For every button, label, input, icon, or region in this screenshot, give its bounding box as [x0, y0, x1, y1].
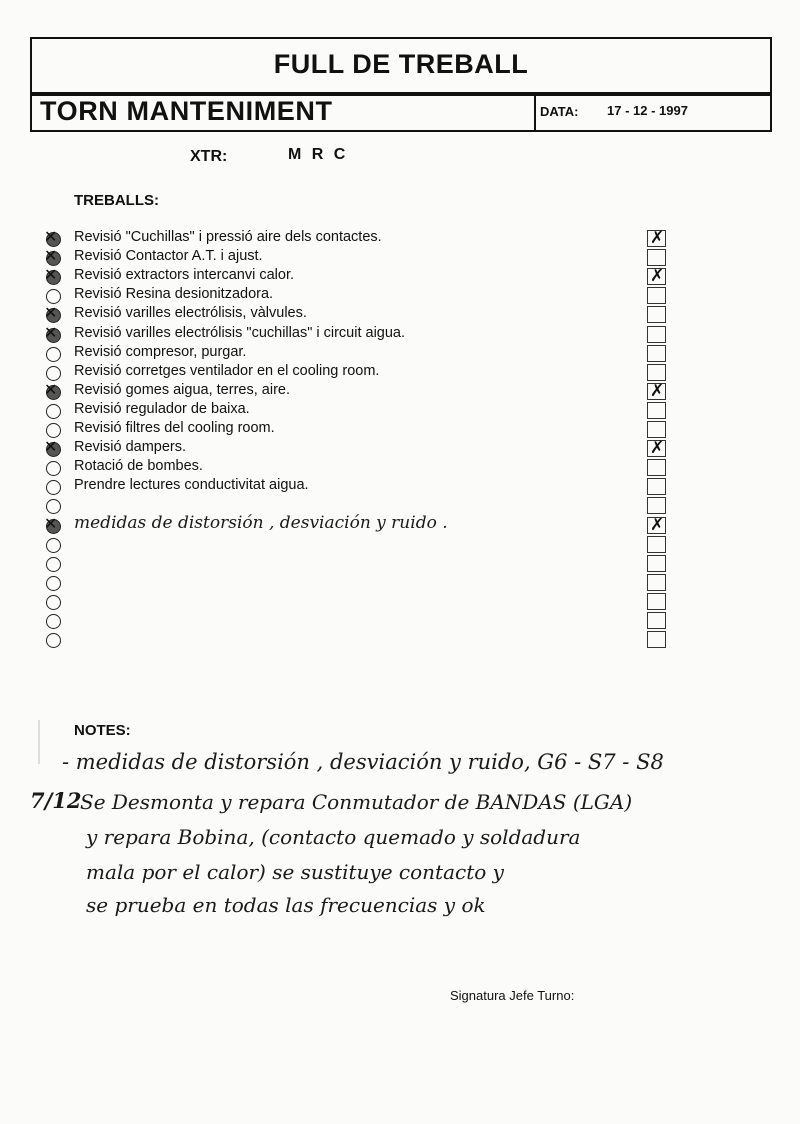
- task-label: Revisió filtres del cooling room.: [74, 420, 275, 436]
- task-bullet: [46, 614, 61, 629]
- task-checkbox[interactable]: [647, 536, 666, 553]
- task-label: Revisió extractors intercanvi calor.: [74, 267, 294, 284]
- bullet-cross-mark: ✕: [44, 322, 58, 342]
- date-divider: [534, 94, 536, 130]
- date-label: DATA:: [540, 104, 579, 119]
- task-label: Revisió corretges ventilador en el cooling room.: [74, 362, 380, 379]
- notes-margin-date: 7/12: [30, 788, 82, 813]
- task-label: medidas de distorsión , desviación y ruido .: [74, 512, 448, 533]
- task-bullet: [44, 322, 61, 343]
- task-label: Revisió Resina desionitzadora.: [74, 286, 274, 303]
- task-checkbox[interactable]: [647, 440, 666, 457]
- task-checkbox[interactable]: [647, 402, 666, 419]
- shift-box: [30, 92, 772, 132]
- task-bullet: [44, 227, 61, 247]
- task-bullet: [46, 499, 61, 514]
- task-checkbox[interactable]: [647, 345, 666, 362]
- task-bullet: [46, 538, 61, 553]
- title-box: [30, 37, 772, 96]
- task-bullet: [46, 366, 61, 381]
- task-label: Prendre lectures conductivitat aigua.: [74, 477, 309, 494]
- task-checkbox[interactable]: [647, 478, 666, 495]
- task-label: Revisió regulador de baixa.: [74, 400, 250, 417]
- notes-line-2: Se Desmonta y repara Conmutador de BANDAS (LGA): [80, 790, 633, 814]
- notes-heading: NOTES:: [74, 722, 131, 739]
- task-checkbox[interactable]: [647, 421, 666, 438]
- task-bullet: [46, 461, 61, 476]
- check-mark-icon: ✗: [650, 514, 665, 535]
- task-label: Revisió compresor, purgar.: [74, 343, 247, 360]
- task-label: Revisió dampers.: [74, 439, 187, 456]
- task-checkbox[interactable]: [647, 593, 666, 610]
- task-bullet: [44, 265, 61, 285]
- task-bullet: [46, 423, 61, 438]
- task-checkbox[interactable]: [647, 612, 666, 629]
- task-bullet: [46, 404, 61, 419]
- bullet-cross-mark: ✕: [44, 303, 58, 323]
- task-label: Rotació de bombes.: [74, 458, 203, 475]
- task-checkbox[interactable]: [647, 555, 666, 572]
- notes-line-4: mala por el calor) se sustituye contacto y: [86, 860, 504, 884]
- xtr-value: M R C: [288, 146, 349, 163]
- check-mark-icon: ✗: [650, 266, 665, 287]
- notes-margin-line: [38, 720, 40, 764]
- xtr-label: XTR:: [190, 148, 228, 165]
- task-bullet: [44, 379, 61, 400]
- notes-line-3: y repara Bobina, (contacto quemado y soldadura: [86, 825, 581, 849]
- task-bullet: [46, 595, 61, 610]
- task-checkbox[interactable]: [647, 497, 666, 514]
- treballs-heading: TREBALLS:: [74, 192, 159, 209]
- task-bullet: [46, 576, 61, 591]
- signature-label: Signatura Jefe Turno:: [450, 988, 575, 1003]
- notes-line-1: - medidas de distorsión , desviación y ruido, G6 - S7 - S8: [62, 750, 664, 774]
- shift-title: TORN MANTENIMENT: [40, 96, 333, 126]
- task-bullet: [46, 347, 61, 362]
- task-checkbox[interactable]: [647, 574, 666, 591]
- task-checkbox[interactable]: [647, 326, 666, 343]
- task-checkbox[interactable]: [647, 459, 666, 476]
- task-bullet: [46, 289, 61, 304]
- task-label: Revisió gomes aigua, terres, aire.: [74, 381, 290, 398]
- check-mark-icon: ✗: [650, 380, 665, 401]
- task-label: Revisió Contactor A.T. i ajust.: [74, 248, 263, 265]
- bullet-cross-mark: ✕: [44, 379, 58, 399]
- task-bullet: [46, 480, 61, 495]
- bullet-cross-mark: ✕: [44, 513, 58, 533]
- task-bullet: [44, 303, 61, 323]
- task-checkbox[interactable]: [647, 249, 666, 266]
- bullet-cross-mark: ✕: [44, 437, 58, 457]
- check-mark-icon: ✗: [650, 438, 665, 459]
- bullet-cross-mark: ✕: [44, 246, 58, 266]
- task-bullet: [44, 437, 61, 457]
- notes-line-5: se prueba en todas las frecuencias y ok: [86, 893, 486, 917]
- task-label: Revisió varilles electrólisis "cuchillas" i circuit aigua.: [74, 324, 406, 341]
- check-mark-icon: ✗: [650, 228, 665, 248]
- task-checkbox[interactable]: [647, 514, 666, 535]
- task-checkbox[interactable]: [647, 631, 666, 648]
- task-checkbox[interactable]: [647, 380, 666, 401]
- task-bullet: [44, 246, 61, 266]
- task-checkbox[interactable]: [647, 230, 666, 247]
- bullet-cross-mark: ✕: [44, 227, 58, 246]
- task-bullet: [46, 557, 61, 572]
- task-label: Revisió "Cuchillas" i pressió aire dels contactes.: [74, 229, 382, 245]
- task-checkbox[interactable]: [647, 268, 666, 285]
- task-bullet: [46, 633, 61, 648]
- task-checkbox[interactable]: [647, 364, 666, 381]
- date-value: 17 - 12 - 1997: [607, 103, 688, 118]
- task-checkbox[interactable]: [647, 287, 666, 304]
- form-title: FULL DE TREBALL: [273, 49, 529, 79]
- task-checkbox[interactable]: [647, 306, 666, 323]
- bullet-cross-mark: ✕: [44, 265, 58, 285]
- task-bullet: [44, 513, 61, 534]
- task-label: Revisió varilles electrólisis, vàlvules.: [74, 305, 307, 322]
